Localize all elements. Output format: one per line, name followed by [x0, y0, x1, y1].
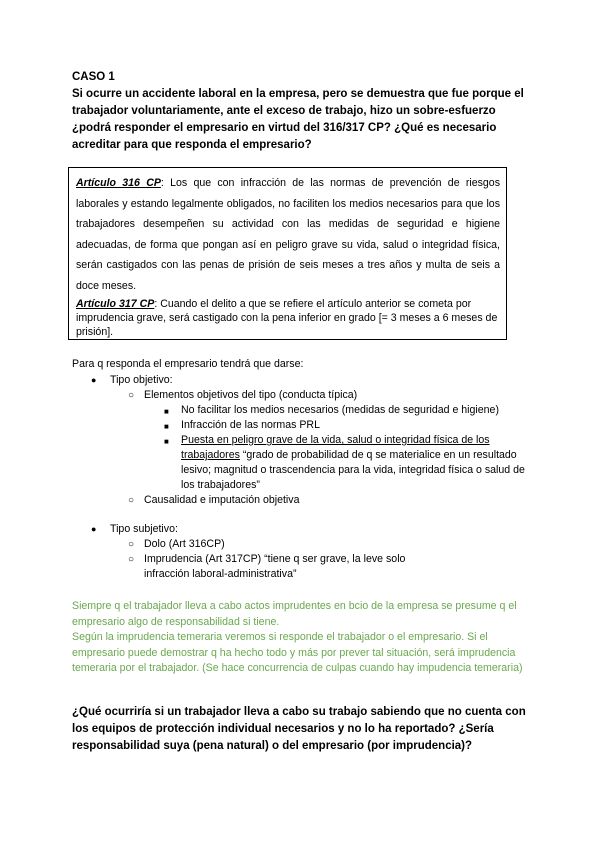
list-item [72, 493, 542, 508]
article-316-label: Artículo 316 CP [76, 177, 161, 189]
imprudencia: Imprudencia (Art 317CP) “tiene q ser grave, la leve solo infracción laboral-administrativa” [144, 553, 406, 580]
second-question: ¿Qué ocurriría si un trabajador lleva a cabo su trabajo sabiendo que no cuenta con los equipos de protección individual necesarios y no lo ha reportado? ¿Sería responsabilidad suya (pena natural) o del empresario (por imprudencia)? [72, 706, 526, 752]
list-item [72, 552, 542, 582]
bullet-circle-icon: ○ [128, 390, 135, 401]
list-item [72, 403, 542, 418]
articles-box [68, 167, 507, 340]
bullet-circle-icon: ○ [128, 495, 135, 506]
objective-elements: Elementos objetivos del tipo (conducta típica) [144, 389, 358, 401]
list-item [72, 388, 542, 403]
case-question: Si ocurre un accidente laboral en la empresa, pero se demuestra que fue porque el trabajador voluntariamente, ante el exceso de trabajo, hizo un sobre-esfuerzo ¿podrá responder el empresario en virtud del 316/317 CP? ¿Qué es necesario acreditar para que responda el empresario? [72, 88, 524, 151]
dolo: Dolo (Art 316CP) [144, 538, 225, 550]
list-item [72, 537, 542, 552]
notes [72, 599, 542, 677]
bullet-dot-icon: ● [91, 524, 97, 534]
list-item [72, 522, 542, 537]
bullet-square-icon: ■ [164, 422, 169, 431]
element-3-rest: “grado de probabilidad de q se materialice en un resultado lesivo; magnitud o trascendencia para la vida, integridad física o salud de los trabajadores” [181, 449, 525, 491]
element-3 [181, 433, 526, 493]
element-1: No facilitar los medios necesarios (medidas de seguridad e higiene) [181, 404, 499, 416]
list-item [72, 433, 542, 493]
case-title: CASO 1 [72, 71, 115, 83]
article-317 [76, 297, 500, 339]
outline-intro: Para q responda el empresario tendrá que darse: [72, 358, 304, 370]
note-2: Según la imprudencia temeraria veremos si responde el trabajador o el empresario. Si el empresario puede demostrar q ha hecho todo y más por prever tal situación, será imprudencia temeraria por el trabajador. (Se hace concurrencia de culpas cuando hay impudencia temeraria) [72, 631, 523, 674]
causality: Causalidad e imputación objetiva [144, 494, 300, 506]
bullet-square-icon: ■ [164, 407, 169, 416]
bullet-circle-icon: ○ [128, 554, 135, 565]
requirements-outline [72, 357, 542, 582]
note-1: Siempre q el trabajador lleva a cabo actos imprudentes en bcio de la empresa se presume q el empresario algo de responsabilidad si tiene. [72, 600, 517, 628]
objective-type: Tipo objetivo: [110, 374, 173, 386]
article-317-label: Artículo 317 CP [76, 298, 155, 310]
article-316 [76, 173, 500, 296]
element-3-underlined: Puesta en peligro grave de la vida, salud o integridad física de los trabajadores [181, 434, 490, 461]
subjective-type: Tipo subjetivo: [110, 523, 178, 535]
bullet-dot-icon: ● [91, 375, 97, 385]
element-2: Infracción de las normas PRL [181, 419, 320, 431]
bullet-circle-icon: ○ [128, 539, 135, 550]
list-item [72, 418, 542, 433]
bullet-square-icon: ■ [164, 437, 169, 446]
list-item [72, 373, 542, 388]
article-316-text: : Los que con infracción de las normas de prevención de riesgos laborales y estando legalmente obligados, no faciliten los medios necesarios para que los trabajadores desempeñen su actividad con las medidas de seguridad e higiene adecuadas, de forma que pongan así en peligro grave su vida, salud o integridad física, serán castigados con las penas de prisión de seis meses a tres años y multa de seis a doce meses. [76, 177, 500, 292]
article-317-text: : Cuando el delito a que se refiere el artículo anterior se cometa por imprudencia grave, será castigado con la pena inferior en grado [= 3 meses a 6 meses de prisión]. [76, 298, 498, 338]
